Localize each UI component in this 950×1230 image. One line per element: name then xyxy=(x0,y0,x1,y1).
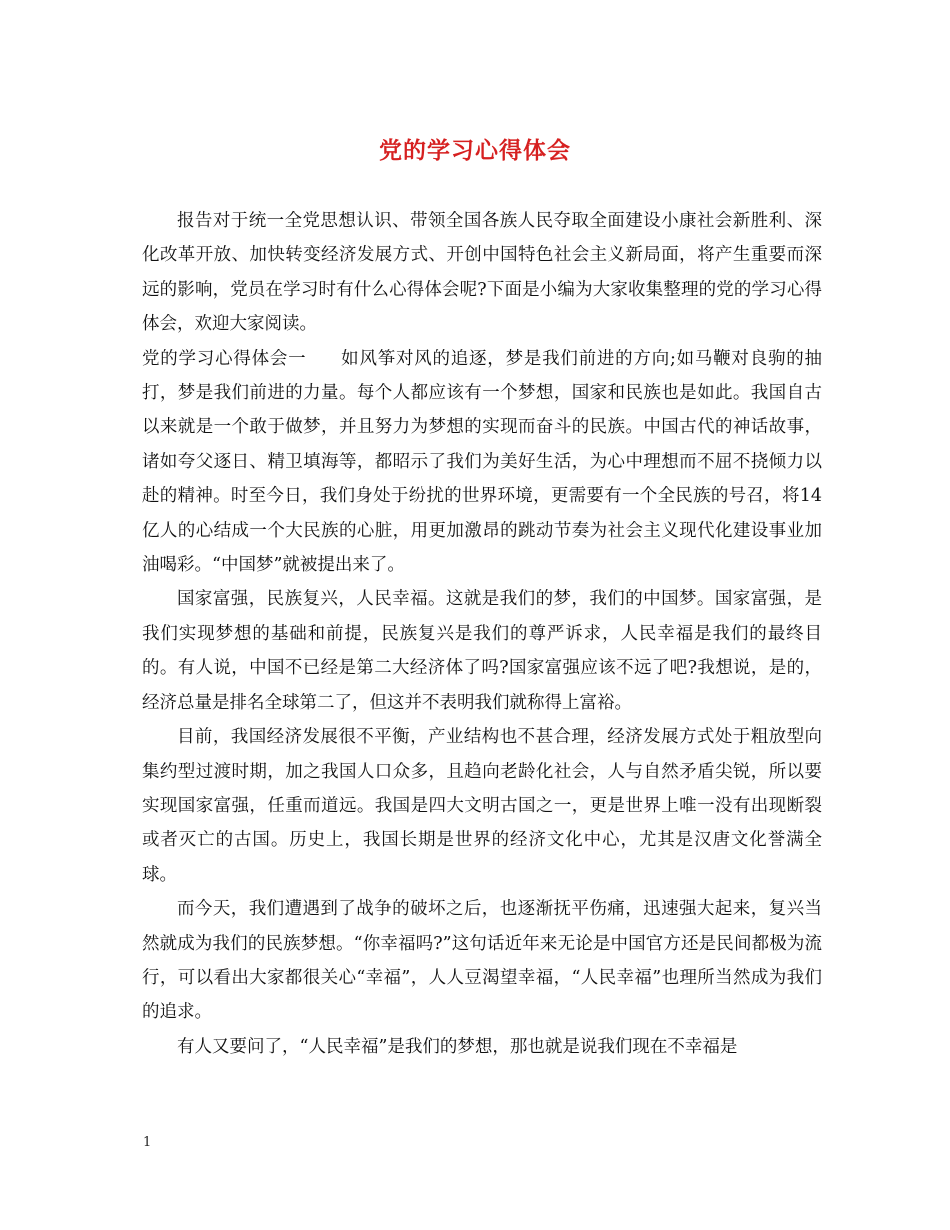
body-paragraph: 目前，我国经济发展很不平衡，产业结构也不甚合理，经济发展方式处于粗放型向集约型过渡时期，加之我国人口众多，且趋向老龄化社会，人与自然矛盾尖锐，所以要实现国家富强，任重而道远。我国是四大文明古国之一，更是世界上唯一没有出现断裂或者灭亡的古国。历史上，我国长期是世界的经济文化中心，尤其是汉唐文化誉满全球。 xyxy=(142,727,822,885)
body-paragraph: 有人又要问了，“人民幸福”是我们的梦想，那也就是说我们现在不幸福是 xyxy=(177,1036,738,1057)
body-paragraph: 国家富强，民族复兴，人民幸福。这就是我们的梦，我们的中国梦。国家富强，是我们实现梦想的基础和前提，民族复兴是我们的尊严诉求，人民幸福是我们的最终目的。有人说，中国不已经是第二大经济体了吗?国家富强应该不远了吧?我想说，是的，经济总量是排名全球第二了，但这并不表明我们就称得上富裕。 xyxy=(142,589,822,713)
body-paragraph: 而今天，我们遭遇到了战争的破坏之后，也逐渐抚平伤痛，迅速强大起来，复兴当然就成为我们的民族梦想。“你幸福吗?”这句话近年来无论是中国官方还是民间都极为流行，可以看出大家都很关心“幸福”，人人豆渴望幸福，“人民幸福”也理所当然成为我们的追求。 xyxy=(142,899,822,1023)
section-paragraph xyxy=(142,342,822,583)
page-number: 1 xyxy=(143,1135,152,1150)
document-body xyxy=(142,204,822,1064)
section-lead-text: 如风筝对风的追逐，梦是我们前进的方向;如马鞭对良驹的抽打，梦是我们前进的力量。每个人都应该有一个梦想，国家和民族也是如此。我国自古以来就是一个敢于做梦，并且努力为梦想的实现而奋斗的民族。中国古代的神话故事，诸如夸父逐日、精卫填海等，都昭示了我们为美好生活，为心中理想而不屈不挠倾力以赴的精神。时至今日，我们身处于纷扰的世界环境，更需要有一个全民族的号召，将14亿人的心结成一个大民族的心脏，用更加激昂的跳动节奏为社会主义现代化建设事业加油喝彩。“中国梦”就被提出来了。 xyxy=(142,348,822,576)
document-title: 党的学习心得体会 xyxy=(379,137,571,164)
intro-paragraph: 报告对于统一全党思想认识、带领全国各族人民夺取全面建设小康社会新胜利、深化改革开放、加快转变经济发展方式、开创中国特色社会主义新局面，将产生重要而深远的影响，党员在学习时有什么心得体会呢?下面是小编为大家收集整理的党的学习心得体会，欢迎大家阅读。 xyxy=(142,211,822,335)
section-heading: 党的学习心得体会一 xyxy=(142,348,307,369)
